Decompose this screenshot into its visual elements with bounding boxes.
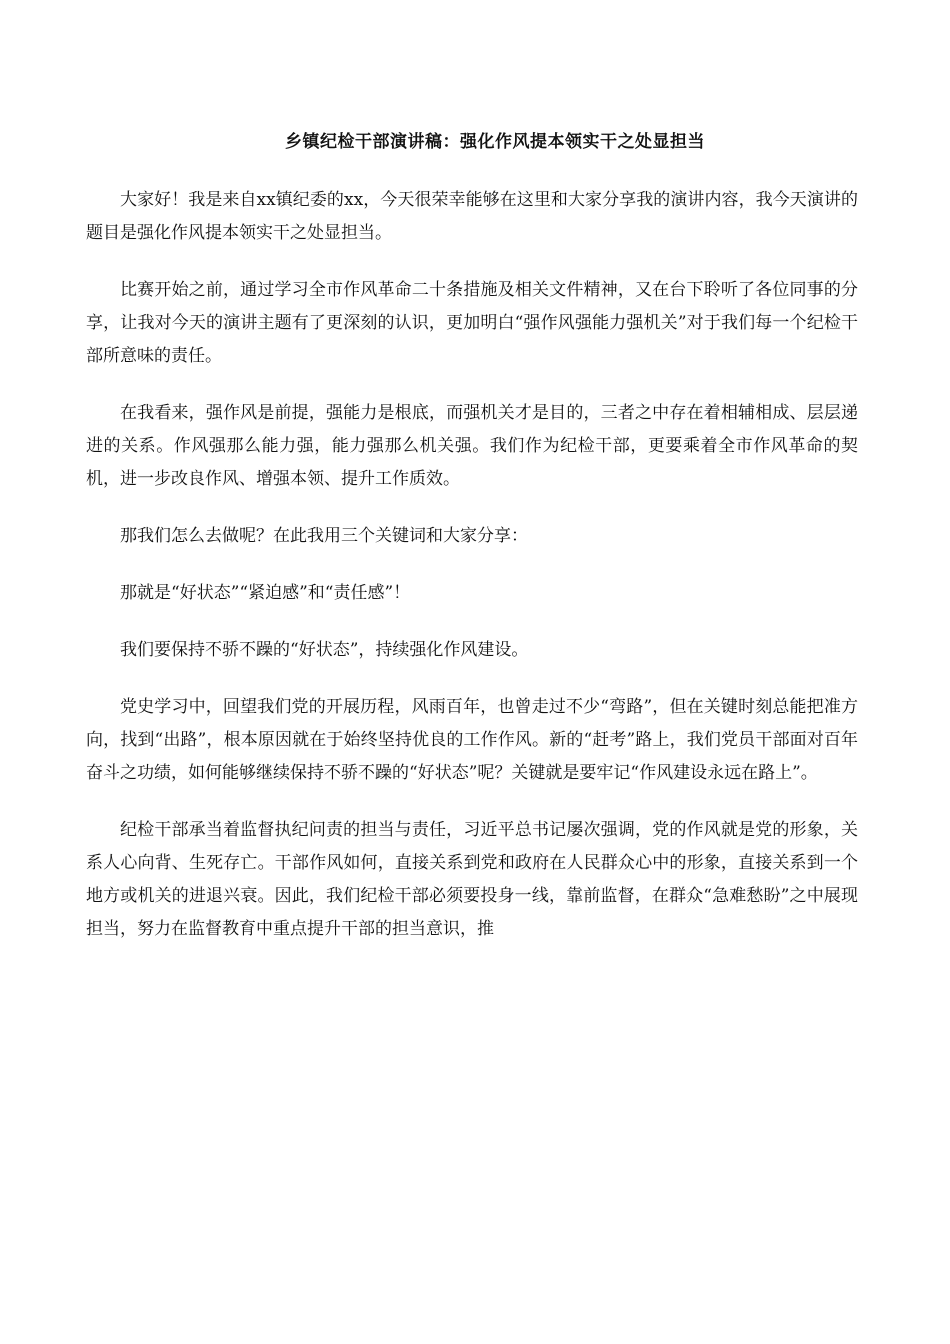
paragraph-keywords: 那就是“好状态”“紧迫感”和“责任感”！ bbox=[120, 583, 411, 603]
document-body bbox=[86, 184, 858, 970]
paragraph-before-contest: 比赛开始之前，通过学习全市作风革命二十条措施及相关文件精神，又在台下聆听了各位同事的分享，让我对今天的演讲主题有了更深刻的认识，更加明白“强作风强能力强机关”对于我们每一个纪检干部所意味的责任。 bbox=[86, 280, 858, 366]
paragraph-viewpoint: 在我看来，强作风是前提，强能力是根底，而强机关才是目的，三者之中存在着相辅相成、层层递进的关系。作风强那么能力强，能力强那么机关强。我们作为纪检干部，更要乘着全市作风革命的契机，进一步改良作风、增强本领、提升工作质效。 bbox=[86, 403, 858, 489]
paragraph-greeting: 大家好！我是来自xx镇纪委的xx，今天很荣幸能够在这里和大家分享我的演讲内容，我今天演讲的题目是强化作风提本领实干之处显担当。 bbox=[86, 190, 858, 243]
paragraph-how-to: 那我们怎么去做呢？在此我用三个关键词和大家分享： bbox=[120, 526, 528, 546]
paragraph-good-state: 我们要保持不骄不躁的“好状态”，持续强化作风建设。 bbox=[120, 640, 529, 660]
document-title: 乡镇纪检干部演讲稿：强化作风提本领实干之处显担当 bbox=[285, 132, 705, 152]
paragraph-party-history: 党史学习中，回望我们党的开展历程，风雨百年，也曾走过不少“弯路”，但在关键时刻总能把准方向，找到“出路”，根本原因就在于始终坚持优良的工作作风。新的“赶考”路上，我们党员干部面对百年奋斗之功绩，如何能够继续保持不骄不躁的“好状态”呢？关键就是要牢记“作风建设永远在路上”。 bbox=[86, 697, 858, 783]
paragraph-discipline-cadres: 纪检干部承当着监督执纪问责的担当与责任，习近平总书记屡次强调，党的作风就是党的形象，关系人心向背、生死存亡。干部作风如何，直接关系到党和政府在人民群众心中的形象，直接关系到一个地方或机关的进退兴衰。因此，我们纪检干部必须要投身一线，靠前监督，在群众“急难愁盼”之中展现担当，努力在监督教育中重点提升干部的担当意识，推 bbox=[86, 820, 858, 939]
